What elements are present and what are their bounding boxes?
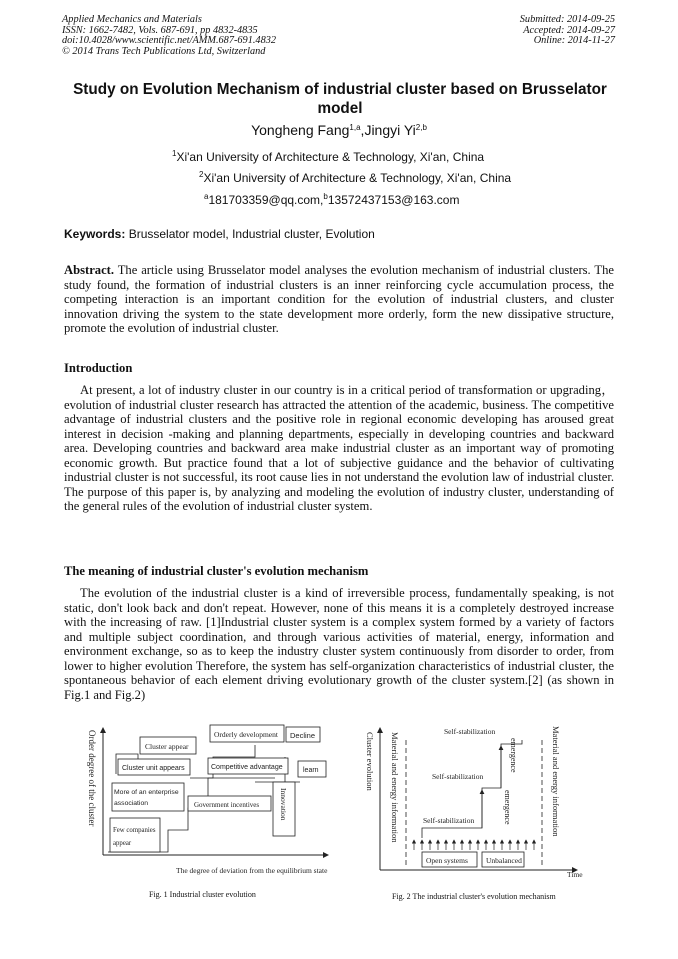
fig2-emergence-1: emergence [509,738,518,773]
abstract-label: Abstract. [64,263,115,277]
fig2-text-unbalanced: Unbalanced [486,856,522,865]
dates-header [520,15,615,47]
fig1-text-government: Government incentives [194,801,260,809]
meaning-text: The evolution of the industrial cluster is a kind of irreversible process, fundamentally speaking, is not static, don't look back and don't repeat. However, none of this means it is a completely destroyed increase with the increasing of raw. [1]Industrial cluster system is a complex system formed by a variety of factors and multiple subject coordination, and through various activities of material, energy, information and environment exchange, so as to keep the industry cluster system continuously from disorder to order, from lower to higher evolution Therefore, the system has self-organization characteristics of industrial cluster, the spontaneous behavior of each element driving evolutionary growth of the cluster system.[2] (as shown in Fig.1 and Fig.2) [64,586,614,702]
author-1: Yongheng Fang [251,122,350,138]
affiliation-2-text: Xi'an University of Architecture & Technology, Xi'an, China [203,171,512,185]
fig1-text-decline: Decline [290,731,316,740]
fig1-text-orderly: Orderly development [214,730,278,739]
fig1-text-few-1: Few companies [113,827,156,834]
fig1-text-more-2: association [114,800,149,807]
fig1-x-label: The degree of deviation from the equilibrium state [176,866,328,875]
fig1-text-innovation: Innovation [279,788,288,821]
keywords [64,227,375,241]
emails [204,193,459,207]
journal-header [62,15,276,57]
fig2-left-label-1: Cluster evolution [365,732,375,791]
journal-copyright: © 2014 Trans Tech Publications Ltd, Switzerland [62,45,266,57]
journal-name: Applied Mechanics and Materials [62,14,202,25]
author-sep: , [360,122,365,138]
journal-issn: ISSN: 1662-7482, Vols. 687-691, pp 4832-4835 [62,24,258,36]
keywords-label: Keywords: [64,227,126,241]
fig2-time-label: Time [567,870,583,879]
email-a-sup: a [204,192,209,201]
meaning-heading: The meaning of industrial cluster's evolution mechanism [64,564,369,578]
fig2-arrow-row [414,840,534,850]
fig1-text-learn: learn [303,767,319,774]
fig1-y-label: Order degree of the cluster [87,730,97,827]
fig2-emergence-2: emergence [503,790,512,825]
authors [0,122,678,138]
abstract [64,263,614,336]
affiliation-2 [199,171,511,185]
online-date: Online: 2014-11-27 [533,35,615,47]
fig2-right-label: Material and energy information [551,726,561,837]
journal-doi: doi:10.4028/www.scientific.net/AMM.687-691.4832 [62,35,277,47]
introduction-text: At present, a lot of industry cluster in our country is in a critical period of transformation or upgrading，evolution of industrial cluster research has attracted the attention of the academic, business. The competitive advantage of industrial clusters and the positive role in regional economic developing has aroused great interest in decision -making and planning departments, especially in developing countries and backward area. Developing countries and backward area make industrial cluster as an important way of promoting economic growth. But practice found that a lot of subjective guidance and the behavior of cultivating industrial cluster is not successful, its root cause lies in not understand the evolution law of industrial cluster. The purpose of this paper is, by analyzing and modeling the evolution of industry cluster, understanding of the general rules of the evolution of industrial cluster system. [64,383,614,513]
email-a: 181703359@qq.com, [208,193,324,207]
author-2: Jingyi Yi [364,122,416,138]
abstract-text: The article using Brusselator model analyses the evolution mechanism of industrial clusters. The study found, the formation of industrial clusters is an inner reinforcing cycle accumulation process, the competing interaction is an important condition for the evolution of industrial clusters, and cluster innovation driving the system to the state development more orderly, form the new dissipative structure, promote the evolution of industrial cluster. [64,263,614,335]
fig1-text-few-2: appear [113,840,132,847]
author-1-sup: 1,a [349,123,361,132]
affiliation-1-sup: 1 [172,149,177,158]
figure-1 [80,720,340,880]
affiliation-2-sup: 2 [199,170,204,179]
fig1-text-more-1: More of an enterprise [114,789,179,796]
fig1-text-cluster-appear: Cluster appear [145,742,189,751]
fig1-text-competitive: Competitive advantage [211,764,283,771]
affiliation-1 [172,150,484,164]
figure-2 [362,720,608,884]
fig2-left-label-2: Material and energy information [390,732,400,843]
accepted-date: Accepted: 2014-09-27 [523,24,615,36]
fig2-caption: Fig. 2 The industrial cluster's evolution mechanism [392,892,556,901]
fig2-self-2: Self-stabilization [432,772,484,781]
fig1-text-unit-appears: Cluster unit appears [122,765,185,772]
affiliation-1-text: Xi'an University of Architecture & Technology, Xi'an, China [176,150,485,164]
submitted-date: Submitted: 2014-09-25 [519,14,615,25]
email-b-sup: b [323,192,328,201]
keywords-text: Brusselator model, Industrial cluster, Evolution [125,227,375,241]
introduction-heading: Introduction [64,361,133,375]
fig2-text-open: Open systems [426,856,468,865]
author-2-sup: 2,b [415,123,427,132]
fig2-self-1: Self-stabilization [444,727,496,736]
fig2-self-3: Self-stabilization [423,816,475,825]
paper-title: Study on Evolution Mechanism of industrial cluster based on Brusselator model [73,81,607,117]
fig1-caption: Fig. 1 Industrial cluster evolution [149,890,256,899]
email-b: 13572437153@163.com [327,193,460,207]
